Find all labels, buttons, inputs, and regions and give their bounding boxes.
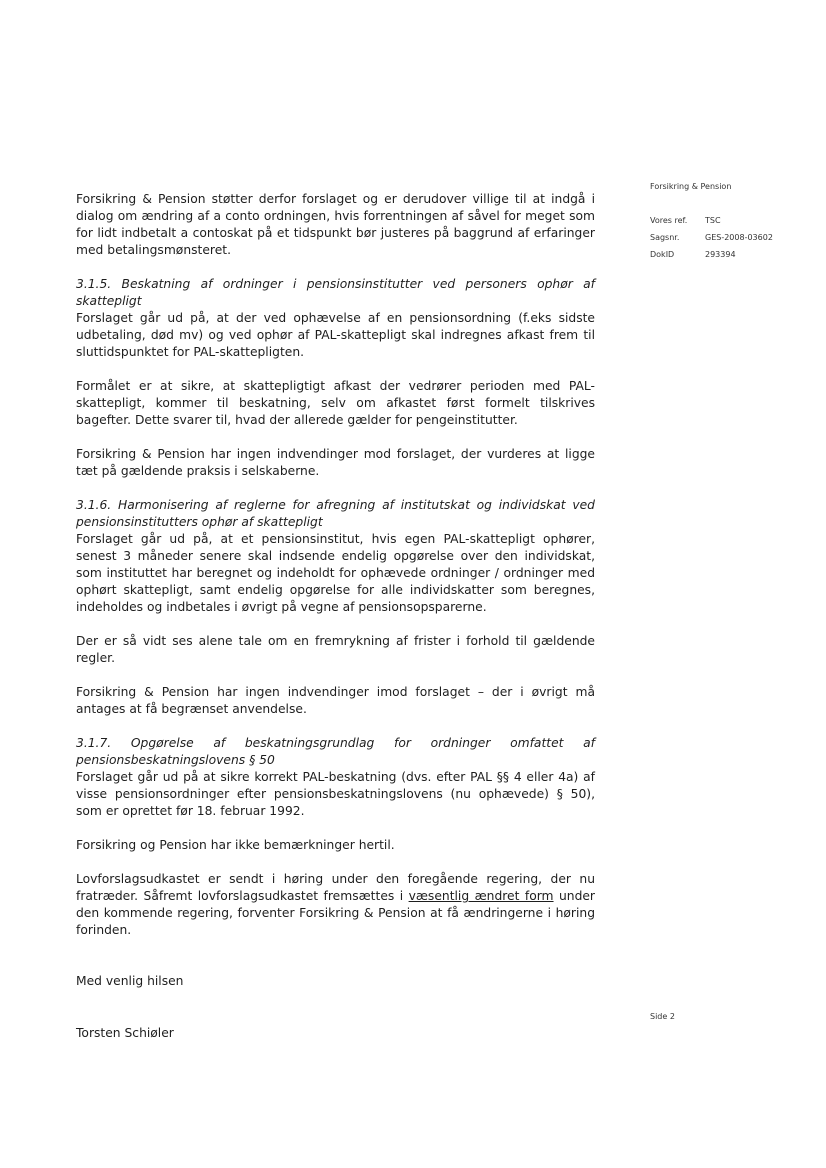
final-text-before: Lovforslagsudkastet er sendt i høring under den foregående regering, der nu fratræder. Såfremt lovforslagsudkastet fremsættes i	[76, 872, 595, 903]
section-text: Forslaget går ud på at sikre korrekt PAL-beskatning (dvs. efter PAL §§ 4 eller 4a) af visse pensionsordninger efter pensionsbeskatningslovens (nu ophævede) § 50), som er oprettet før 18. februar 1992.	[76, 770, 595, 818]
intro-paragraph: Forsikring & Pension støtter derfor forslaget og er derudover villige til at indgå i dialog om ændring af a conto ordningen, hvis forrentningen af såvel for meget som for lidt indbetalt a contoskat på et tidspunkt bør justeres på baggrund af erfaringer med betalingsmønsteret.	[76, 192, 595, 257]
sidebar-company: Forsikring & Pension	[650, 182, 732, 191]
docid-row	[650, 246, 773, 263]
ref-label: Vores ref.	[650, 216, 688, 225]
paragraph: Forsikring og Pension har ikke bemærkninger hertil.	[76, 838, 395, 852]
final-text-after: under den kommende regering, forventer Forsikring & Pension at få ændringerne i høring forinden.	[76, 889, 595, 937]
section-heading: 3.1.6. Harmonisering af reglerne for afregning af institutskat og individskat ved pensionsinstitutters ophør af skattepligt	[76, 498, 595, 529]
reference-sidebar	[650, 178, 773, 263]
paragraph: Forsikring & Pension har ingen indvendinger imod forslaget – der i øvrigt må antages at få begrænset anvendelse.	[76, 685, 595, 716]
paragraph: Forsikring & Pension har ingen indvendinger mod forslaget, der vurderes at ligge tæt på gældende praksis i selskaberne.	[76, 447, 595, 478]
paragraph: Formålet er at sikre, at skattepligtigt afkast der vedrører perioden med PAL-skattepligt, kommer til beskatning, selv om afkastet først formelt tilskrives bagefter. Dette svarer til, hvad der allerede gælder for pengeinstitutter.	[76, 379, 595, 427]
signature: Torsten Schiøler	[76, 1026, 174, 1040]
underlined-phrase: væsentlig ændret form	[408, 889, 554, 903]
case-row	[650, 229, 773, 246]
ref-value: TSC	[705, 216, 721, 225]
section-3-1-7	[76, 735, 595, 820]
section-heading: 3.1.5. Beskatning af ordninger i pensionsinstitutter ved personers ophør af skattepligt	[76, 277, 595, 308]
letter-body	[76, 191, 595, 956]
section-text: Forslaget går ud på, at der ved ophævelse af en pensionsordning (f.eks sidste udbetaling, død mv) og ved ophør af PAL-skattepligt skal indregnes afkast frem til sluttidspunktet for PAL-skattepligten.	[76, 311, 595, 359]
page-number: Side 2	[650, 1012, 675, 1021]
case-label: Sagsnr.	[650, 233, 680, 242]
paragraph: Der er så vidt ses alene tale om en fremrykning af frister i forhold til gældende regler.	[76, 634, 595, 665]
docid-value: 293394	[705, 250, 736, 259]
section-text: Forslaget går ud på, at et pensionsinstitut, hvis egen PAL-skattepligt ophører, senest 3 måneder senere skal indsende endelig opgørelse over den individskat, som instituttet har beregnet og indeholdt for ophævede ordninger / ordninger med ophørt skattepligt, samt endelig opgørelse for alle individskatter som beregnes, indeholdes og indbetales i øvrigt på vegne af pensionsopsparerne.	[76, 532, 595, 614]
section-heading: 3.1.7. Opgørelse af beskatningsgrundlag for ordninger omfattet af pensionsbeskatningslovens § 50	[76, 736, 595, 767]
docid-label: DokID	[650, 250, 675, 259]
section-3-1-5	[76, 276, 595, 361]
greeting: Med venlig hilsen	[76, 974, 184, 988]
section-3-1-6	[76, 497, 595, 616]
case-value: GES-2008-03602	[705, 233, 773, 242]
ref-row	[650, 212, 773, 229]
final-paragraph	[76, 871, 595, 939]
